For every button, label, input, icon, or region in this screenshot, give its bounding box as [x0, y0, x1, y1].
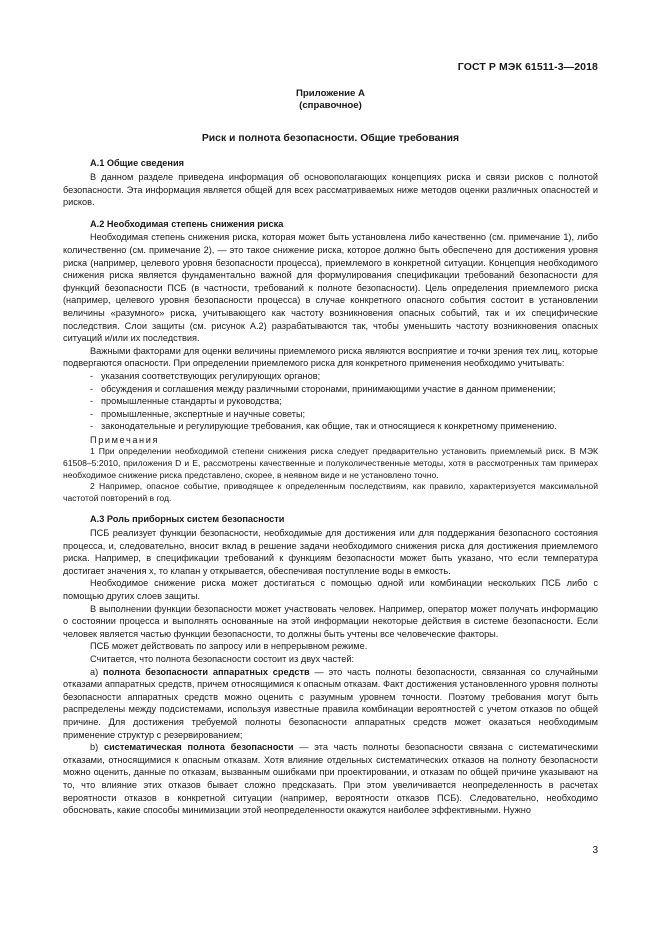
section-a3-paragraph-4: ПСБ может действовать по запросу или в непрерывном режиме. [90, 641, 368, 652]
note-2: 2 Например, опасное событие, приводящее к определенным последствиям, как правило, характеризуется максимальной частотой повторений в год. [63, 481, 598, 503]
section-a1-heading: А.1 Общие сведения [90, 158, 184, 169]
item-b-lead: систематическая полнота безопасности [103, 742, 294, 753]
section-a3-paragraph-1: ПСБ реализует функции безопасности, необходимые для достижения или для поддержания безопасного состояния процесса, и, следовательно, вносит вклад в решение задачи необходимого снижения риска для достижения приемлемого риска. Например, в спецификации требований к функциям безопасности может быть указано, что если температура достигает значения x, то клапан y открывается, обеспечивая поступление воды в емкость. [63, 528, 598, 576]
item-b-text: — эта часть полноты безопасности связана с систематическими отказами, относящимися к опасным отказам. Хотя влияние отдельных систематических отказов на полноту безопасности можно оценить, данные по отказам, вызванным ошибками при проектировании, и отказам по общей причине указывают на то, что влияние этих отказов бывает сложно предсказать. При этом увеличивается неопределенность в расчетах вероятности отказов в конкретной ситуации (например, вероятности отказов ПСБ). Следовательно, необходимо обосновать, какие способы минимизации этой неопределенности окажутся наиболее эффективными. Нужно [63, 742, 598, 816]
item-b-paragraph [63, 741, 598, 817]
section-a3-paragraph-2: Необходимое снижение риска может достигаться с помощью одной или комбинации нескольких ПСБ либо с помощью других слоев защиты. [63, 578, 598, 601]
list-item: - промышленные стандарты и руководства; [63, 395, 598, 408]
list-item: - законодательные и регулирующие требования, как общие, так и относящиеся к конкретному применению. [63, 420, 598, 433]
item-a-lead: полнота безопасности аппаратных средств [103, 666, 310, 677]
section-a3-paragraph-3: В выполнении функции безопасности может участвовать человек. Например, оператор может получать информацию о состоянии процесса и выполнять основанные на этой информации некоторые действия в системе безопасности. Если человек является частью функции безопасности, то должны быть учтены все человеческие факторы. [63, 603, 598, 639]
section-a3-paragraph-5: Считается, что полнота безопасности состоит из двух частей: [90, 653, 354, 664]
section-a1-paragraph: В данном разделе приведена информация об основополагающих концепциях риска и связи рисков с полнотой безопасности. Эта информация является общей для всех рассматриваемых ниже методов оценки различных опасностей и рисков. [63, 172, 598, 208]
annex-title: Приложение А [296, 88, 365, 99]
note-1: 1 При определении необходимой степени снижения риска следует предварительно установить приемлемый риск. В МЭК 61508–5:2010, приложения D и E, рассмотрены качественные и полуколичественные методы, хотя в рассмотренных там примерах необходимое снижение риска представлено, скорее, в неявном виде и не установлено точно. [63, 446, 598, 480]
list-item: - указания соответствующих регулирующих органов; [63, 370, 598, 383]
page-number: 3 [592, 845, 598, 856]
main-title: Риск и полнота безопасности. Общие требования [201, 132, 460, 144]
section-a2-heading: А.2 Необходимая степень снижения риска [90, 218, 284, 229]
section-a2-paragraph-2: Важными факторами для оценки величины приемлемого риска являются восприятие и точки зрения тех лиц, которые подвергаются опасности. При определении приемлемого риска для конкретного применения необходимо учитывать: [63, 345, 598, 369]
section-a2-paragraph-1: Необходимая степень снижения риска, которая может быть установлена либо качественно (см. примечание 1), либо количественно (см. примечание 2), — это такое снижение риска, которое должно быть обеспечено для достижения уровня риска (например, целевого уровня безопасности процесса), приемлемого в конкретной ситуации. Концепция необходимого снижения риска является фундаментально важной для формулирования спецификации требований безопасности для функций безопасности ПСБ (в частности, требований к полноте безопасности). Цель определения приемлемого риска (например, целевого уровня безопасности процесса) в случае конкретного опасного события состоит в установлении величины «разумного» риска, учитывающего как частоту возникновения опасных событий, так и их специфические последствия. Слои защиты (см. рисунок А.2) разрабатываются так, чтобы уменьшить частоту возникновения опасных ситуаций и/или их последствия. [63, 232, 598, 344]
item-a-text: — это часть полноты безопасности, связанная со случайными отказами аппаратных средств, причем относящимися к опасным отказам. Факт достижения установленного уровня полноты безопасности аппаратных средств можно оценить с разумным уровнем точности. Поэтому требования могут быть распределены между подсистемами, используя известные правила комбинации вероятностей с учетом отказов по общей причине. Для достижения требуемой полноты безопасности аппаратных средств может оказаться необходимым применение структур с резервированием; [63, 666, 598, 740]
list-item: - обсуждения и соглашения между различными сторонами, принимающими участие в данном применении; [63, 383, 598, 396]
list-item: - промышленные, экспертные и научные советы; [63, 408, 598, 421]
notes-label: Примечания [90, 434, 160, 445]
standard-header: ГОСТ Р МЭК 61511-3—2018 [457, 61, 598, 73]
factors-list [63, 370, 598, 433]
page-content [63, 88, 598, 817]
item-a-paragraph [63, 666, 598, 742]
section-a3-heading: А.3 Роль приборных систем безопасности [90, 514, 285, 525]
item-b-prefix: b) [90, 742, 104, 753]
item-a-prefix: а) [90, 666, 104, 677]
annex-type: (справочное) [299, 100, 362, 112]
